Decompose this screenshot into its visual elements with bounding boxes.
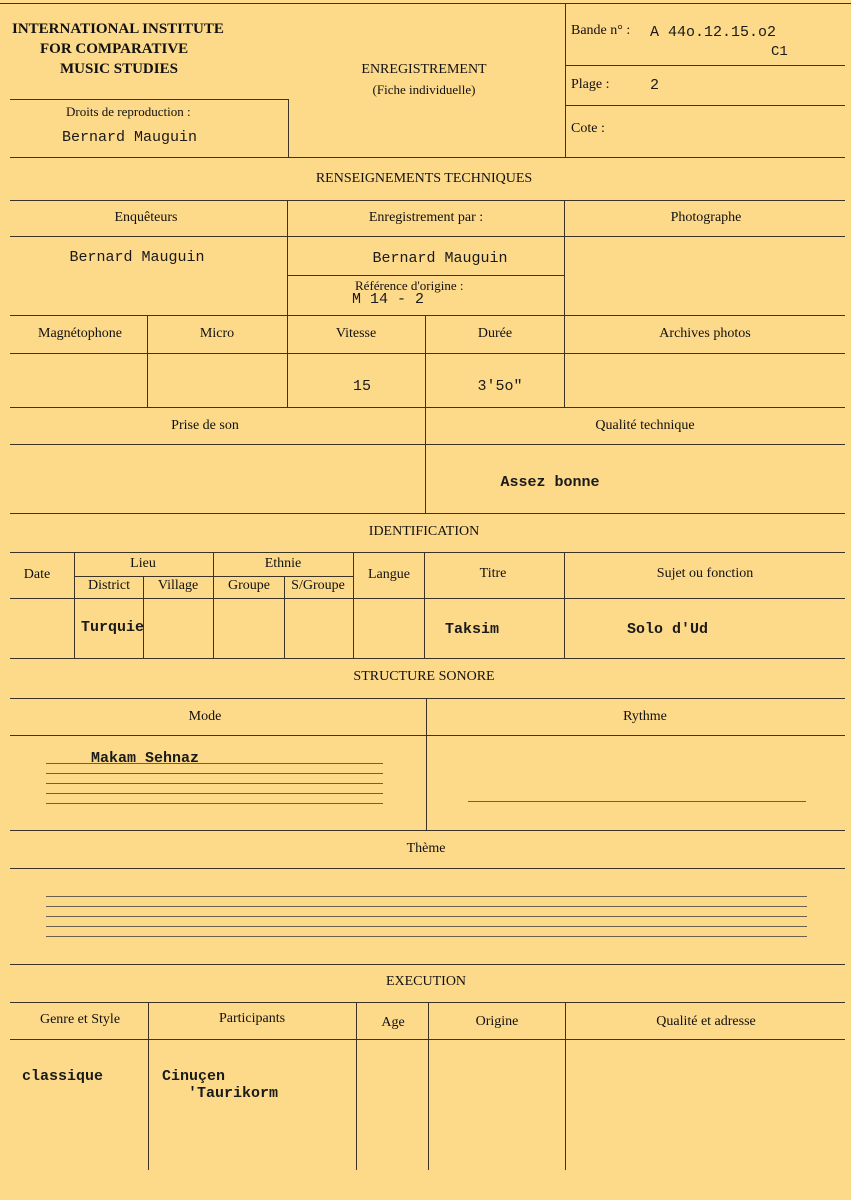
institute-name-line-1: INTERNATIONAL INSTITUTE [12,21,224,37]
reference-label: Référence d'origine : [355,278,464,293]
titre-value: Taksim [445,621,500,638]
plage-label: Plage : [571,77,610,92]
section-title-technique: RENSEIGNEMENTS TECHNIQUES [315,171,533,186]
genre-value: classique [22,1068,104,1085]
participants-label: Participants [218,1011,286,1026]
enqueteurs-value: Bernard Mauguin [69,249,205,266]
bande-label: Bande n° : [571,23,631,38]
qualite-technique-value: Assez bonne [500,474,600,491]
duree-value: 3'5o" [477,378,523,395]
vitesse-label: Vitesse [335,326,377,341]
section-title-identification: IDENTIFICATION [368,524,480,539]
district-value: Turquie [81,619,145,636]
form-title: ENREGISTREMENT [361,62,487,77]
sujet-value: Solo d'Ud [627,621,709,638]
magnetophone-label: Magnétophone [38,326,122,341]
ethnie-label: Ethnie [264,556,302,571]
droits-label: Droits de reproduction : [66,104,191,119]
village-label: Village [157,578,199,593]
date-label: Date [23,567,51,582]
cote-label: Cote : [571,121,605,136]
enqueteurs-label: Enquêteurs [114,210,178,225]
section-title-structure: STRUCTURE SONORE [353,669,495,684]
district-label: District [88,578,130,593]
qualite-technique-label: Qualité technique [595,418,695,433]
photographe-label: Photographe [670,210,742,225]
micro-label: Micro [199,326,235,341]
titre-label: Titre [479,566,507,581]
participants-value-line-1: Cinuçen [162,1068,226,1085]
origine-label: Origine [475,1014,519,1029]
groupe-label: Groupe [228,578,270,593]
droits-value: Bernard Mauguin [62,129,198,146]
sgroupe-label: S/Groupe [291,578,345,593]
qualite-adresse-label: Qualité et adresse [656,1014,756,1029]
enregistrement-value: Bernard Mauguin [372,250,508,267]
theme-label: Thème [406,841,446,856]
form-subtitle: (Fiche individuelle) [372,82,476,97]
mode-value: Makam Sehnaz [91,750,200,767]
vitesse-value: 15 [352,378,372,395]
duree-label: Durée [477,326,513,341]
enregistrement-label: Enregistrement par : [368,210,484,225]
participants-value-line-2: 'Taurikorm [188,1085,279,1102]
bande-value-suffix: C1 [771,44,788,60]
plage-value: 2 [650,77,660,94]
institute-name-line-2: FOR COMPARATIVE [40,41,189,57]
archives-label: Archives photos [659,326,751,341]
bande-value: A 44o.12.15.o2 [650,24,777,41]
mode-label: Mode [188,709,222,724]
rythme-label: Rythme [623,709,667,724]
reference-value: M 14 - 2 [352,291,425,308]
genre-label: Genre et Style [39,1012,121,1027]
langue-label: Langue [368,567,410,582]
section-title-execution: EXECUTION [385,974,467,989]
lieu-label: Lieu [130,556,156,571]
prise-de-son-label: Prise de son [171,418,239,433]
sujet-label: Sujet ou fonction [656,566,754,581]
age-label: Age [381,1015,405,1030]
institute-name-line-3: MUSIC STUDIES [60,61,178,77]
